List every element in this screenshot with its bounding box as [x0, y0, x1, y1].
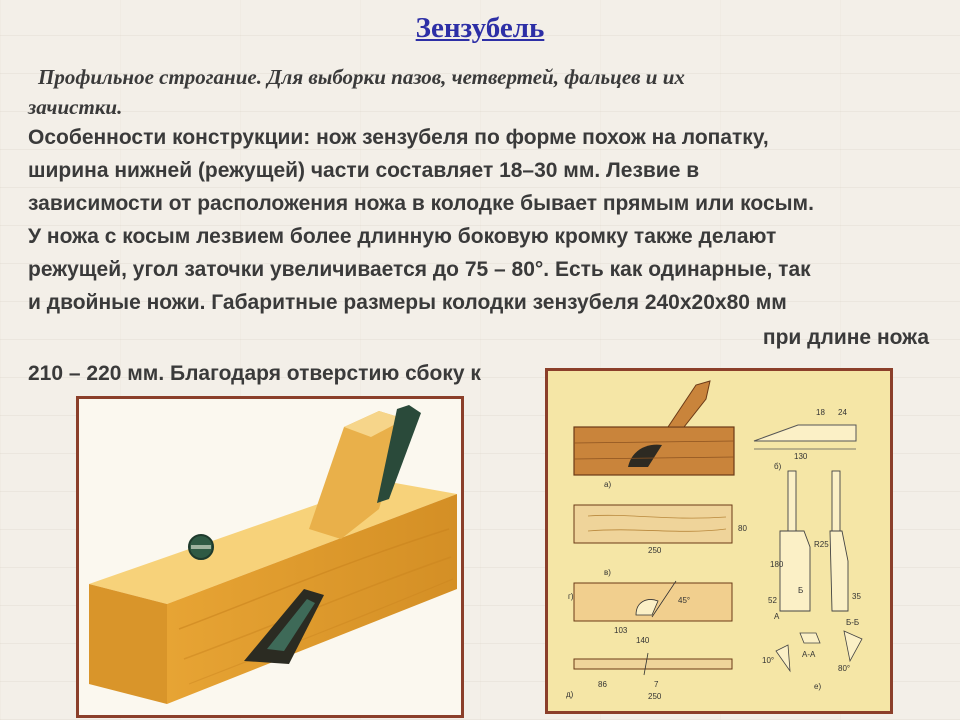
- dim-86: 86: [598, 680, 607, 689]
- section-aa: А-А: [802, 650, 816, 659]
- body-line: Особенности конструкции: нож зензубеля по форме похож на лопатку,: [28, 126, 769, 149]
- page-title: Зензубель: [415, 12, 545, 44]
- body-line: при длине ножа: [762, 326, 929, 349]
- label-g: г): [568, 592, 574, 601]
- dim-130: 130: [794, 452, 808, 461]
- technical-drawing-svg: [548, 371, 890, 711]
- r25: R25: [814, 540, 829, 549]
- drawing-e-blade-side: [832, 471, 840, 531]
- technical-drawing: [545, 368, 893, 714]
- dim-80: 80: [738, 524, 747, 533]
- body-line: У ножа с косым лезвием более длинную боковую кромку также делают: [28, 225, 777, 248]
- dim-250-v: 250: [648, 546, 662, 555]
- section-bb: Б-Б: [846, 618, 860, 627]
- drawing-v-block: [574, 505, 732, 543]
- dim-18: 18: [816, 408, 825, 417]
- label-d: д): [566, 690, 574, 699]
- dim-52: 52: [768, 596, 777, 605]
- label-v: в): [604, 568, 611, 577]
- dim-7: 7: [654, 680, 659, 689]
- intro-text: [28, 62, 938, 122]
- label-a: а): [604, 480, 612, 489]
- intro-line: зачистки.: [28, 95, 123, 119]
- intro-line: Профильное строгание. Для выборки пазов, четвертей, фальцев и их: [38, 65, 685, 89]
- label-b: б): [774, 462, 782, 471]
- dim-180: 180: [770, 560, 784, 569]
- dim-140: 140: [636, 636, 650, 645]
- body-line: режущей, угол заточки увеличивается до 75 – 80°. Есть как одинарные, так: [28, 258, 811, 281]
- angle-80: 80°: [838, 664, 851, 673]
- body-line: ширина нижней (режущей) части составляет 18–30 мм. Лезвие в: [28, 159, 700, 182]
- angle-45: 45°: [678, 596, 691, 605]
- angle-10: 10°: [762, 656, 775, 665]
- b-mark: Б: [798, 586, 804, 595]
- dim-24: 24: [838, 408, 847, 417]
- body-line: 210 – 220 мм. Благодаря отверстию сбоку к: [28, 362, 481, 385]
- dim-250-d: 250: [648, 692, 662, 701]
- label-e: е): [814, 682, 822, 691]
- body-line: и двойные ножи. Габаритные размеры колодки зензубеля 240x20x80 мм: [28, 291, 787, 314]
- a-mark: А: [774, 612, 780, 621]
- block-end: [89, 584, 167, 704]
- dim-103: 103: [614, 626, 628, 635]
- body-line: зависимости от расположения ножа в колодке бывает прямым или косым.: [28, 192, 814, 215]
- plane-photo-illustration: [79, 399, 461, 715]
- dim-35: 35: [852, 592, 861, 601]
- drawing-b-blade: [754, 425, 856, 441]
- plane-photo: [76, 396, 464, 718]
- drawing-d-strip: [574, 659, 732, 669]
- drawing-e-blade-front: [788, 471, 796, 531]
